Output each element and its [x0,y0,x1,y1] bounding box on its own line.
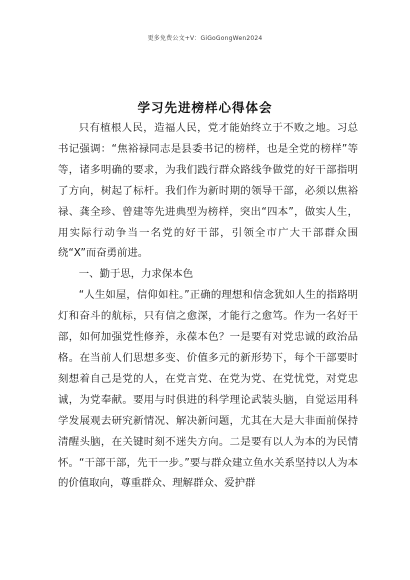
paragraph-intro: 只有植根人民，造福人民，党才能始终立于不败之地。习总书记强调：“焦裕禄同志是县委书记的榜样，也是全党的榜样”等等，诸多明确的要求，为我们践行群众路线争做党的好干部指明了方向，树起了标杆。我们作为新时期的领导干部，必须以焦裕禄、龚全珍、曾建等先进典型为榜样，突出“四本”，做实人生，用实际行动争当一名党的好干部，引领全市广大干部群众围绕“X”而奋勇前进。 [58,122,358,260]
document-title: 学习先进榜样心得体会 [137,100,273,115]
section-heading-1: 一、勤于思，力求保本色 [78,268,194,281]
document-body [58,118,358,494]
paragraph-section-1: “人生如屋，信仰如柱。”正确的理想和信念犹如人生的指路明灯和奋斗的航标，只有信之愈深，才能行之愈笃。作为一名好干部，如何加强党性修养，永葆本色？一是要有对党忠诚的政治品格。在当前人们思想多变、价值多元的新形势下，每个干部要时刻想着自己是党的人，在党言党、在党为党、在党忧党，对党忠诚，为党奉献。要用与时俱进的科学理论武装头脑，自觉运用科学发展观去研究新情况、解决新问题，尤其在大是大非面前保持清醒头脑，在关键时刻不迷失方向。二是要有以人为本的为民情怀。“干部干部，先干一步。”要与群众建立鱼水关系坚持以人为本的价值取向，尊重群众、理解群众、爱护群 [58,289,358,490]
page-header-note: 更多免费公文+V：GiGoGongWen2024 [147,35,263,42]
